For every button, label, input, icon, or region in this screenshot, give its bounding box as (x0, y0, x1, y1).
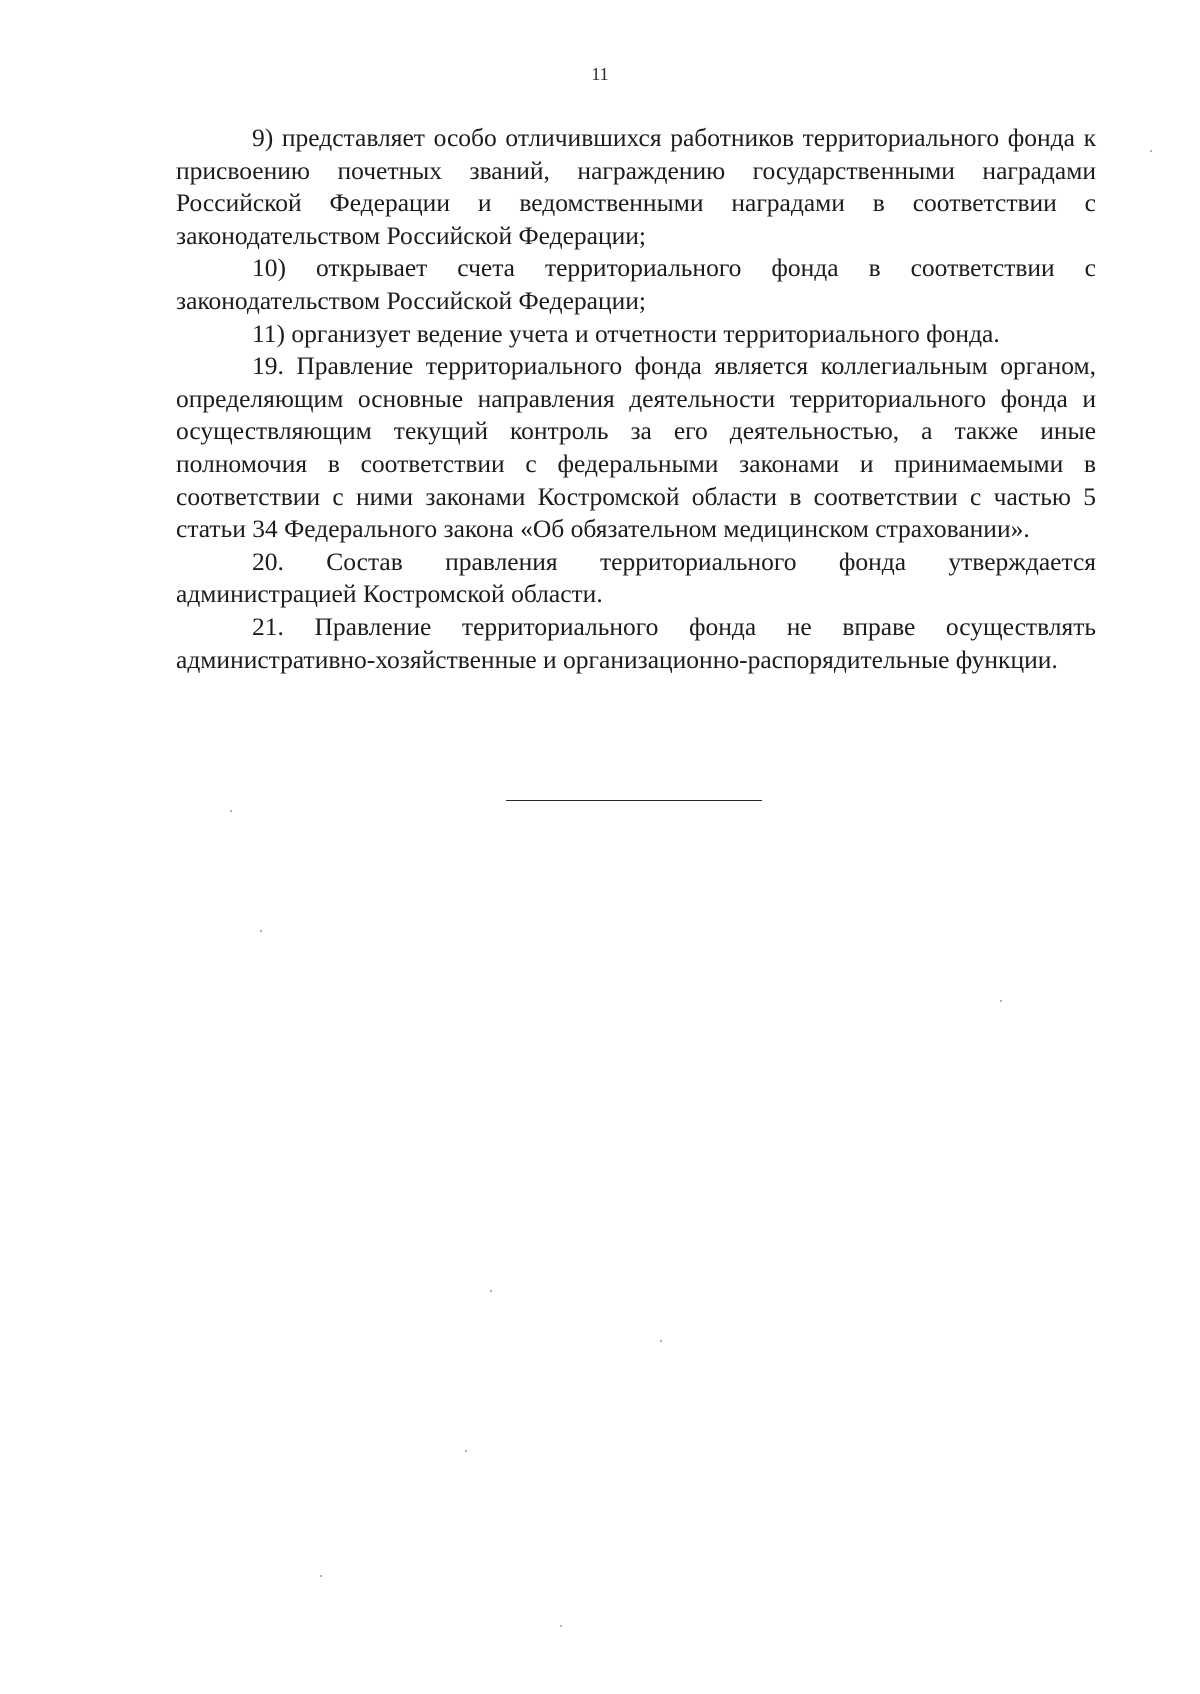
paragraph-clause-21: 21. Правление территориального фонда не вправе осуществлять административно-хозяйственные и организационно-распорядительные функции. (176, 611, 1096, 674)
scan-speck (1000, 1000, 1002, 1002)
scan-speck (660, 1340, 662, 1342)
end-of-document-rule (506, 800, 762, 801)
scan-speck (260, 930, 262, 932)
paragraph-item-10: 10) открывает счета территориального фонда в соответствии с законодательством Российской Федерации; (176, 253, 1096, 315)
scan-speck (560, 1625, 562, 1627)
paragraph-clause-20: 20. Состав правления территориального фонда утверждается администрацией Костромской области. (176, 546, 1096, 609)
document-body (176, 122, 1096, 676)
scan-speck (1150, 150, 1152, 152)
page-number: 11 (591, 64, 609, 84)
paragraph-item-11: 11) организует ведение учета и отчетности территориального фонда. (252, 318, 1000, 348)
paragraph-item-9: 9) представляет особо отличившихся работников территориального фонда к присвоению почетных званий, награждению государственными наградами Российской Федерации и ведомственными наградами в соответствии с законодательством Российской Федерации; (176, 123, 1096, 250)
scan-speck (490, 1290, 492, 1292)
scan-speck (320, 1575, 322, 1577)
scan-speck (230, 810, 232, 812)
scan-speck (465, 1450, 467, 1452)
paragraph-clause-19: 19. Правление территориального фонда является коллегиальным органом, определяющим основные направления деятельности территориального фонда и осуществляющим текущий контроль за его деятельностью, а также иные полномочия в соответствии с федеральными законами и принимаемыми в соответствии с ними законами Костромской области в соответствии с частью 5 статьи 34 Федерального закона «Об обязательном медицинском страховании». (176, 351, 1096, 544)
